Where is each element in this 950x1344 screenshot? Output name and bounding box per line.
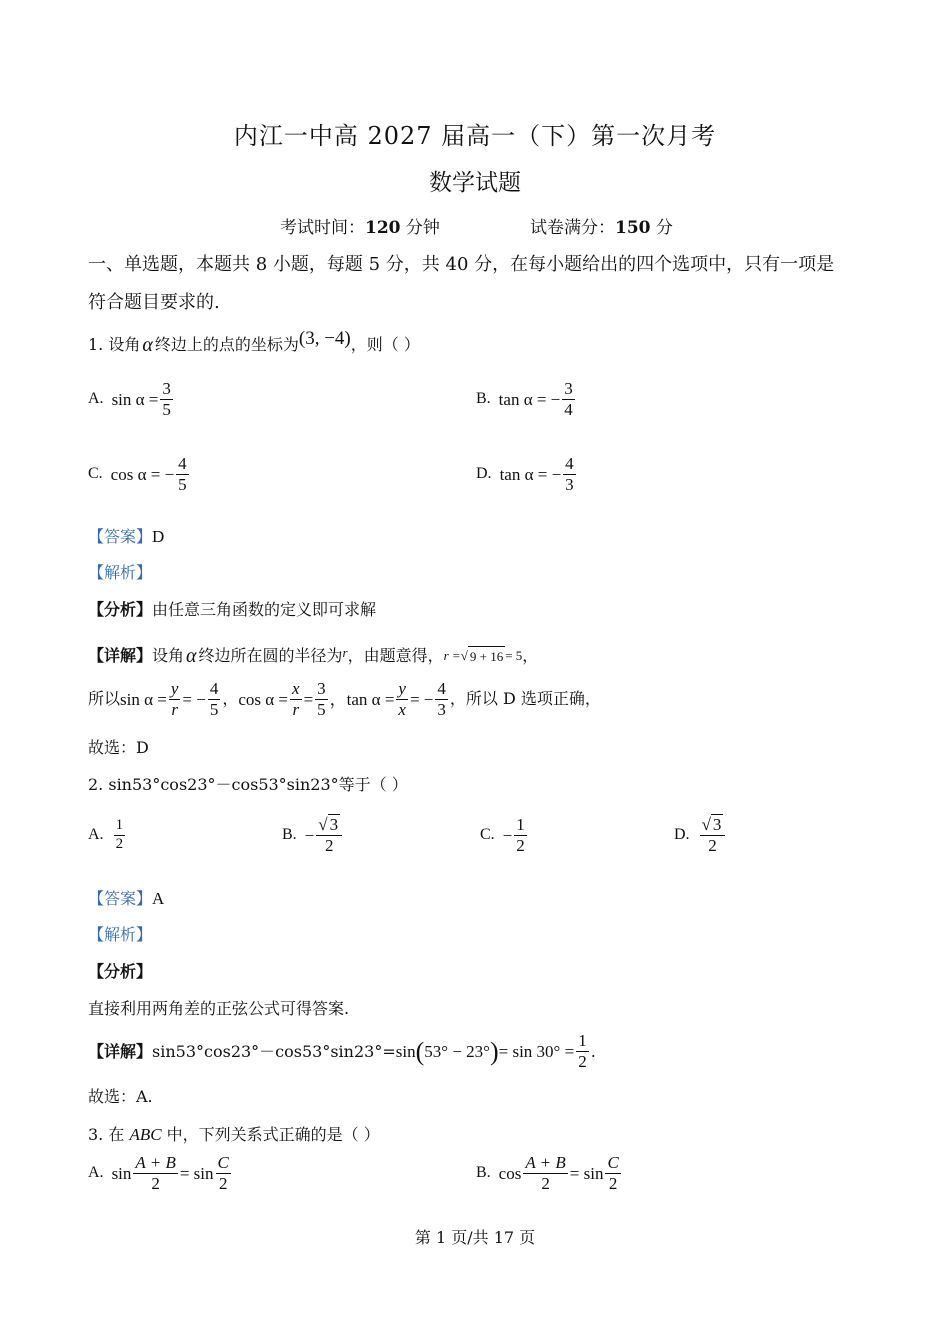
- page-number: 第 1 页/共 17 页: [414, 1228, 536, 1247]
- q1-option-c: C. cos α = − $\frac{4}{5}$: [88, 454, 187, 494]
- q1-option-a: A. sin α = $\frac{3}{5}$: [88, 379, 171, 419]
- q2-fenxi-tag: 【分析】: [88, 962, 153, 981]
- q2-option-b: B. − $\frac{√ 3}{2}$: [282, 816, 344, 855]
- q1-stem: 1. 设角 α 终边上的点的坐标为 (3, −4) ，则（ ）: [88, 327, 420, 356]
- q1-detail: 【详解】 设角 α 终边所在圆的半径为 r ，由题意得， r = √ 9 + 16 = 5 ，: [88, 645, 539, 667]
- q1-choice: 故选：D: [88, 738, 149, 757]
- exam-time: 考试时间：120 分钟: [280, 218, 440, 238]
- q2-option-a: A. $\frac{1}{2}$: [88, 817, 124, 852]
- q2-fenxi: 直接利用两角差的正弦公式可得答案.: [88, 999, 350, 1018]
- q2-option-d: D. $\frac{√ 3}{2}$: [674, 816, 727, 855]
- q1-derivation: 所以 sin α = $\frac{y}{r}$ = − $\frac{4}{5}$ ， cos α = $\frac{x}{r}$ = $\frac{3}{5}$ ，tan α = $\frac{y}{x}$ = − $\frac{4}{3}$ ，所以 D 选项正确，: [88, 679, 601, 719]
- q2-stem: 2. sin53°cos23°－cos53°sin23°等于（ ）: [88, 775, 408, 794]
- q3-stem: 3. 在 ABC 中，下列关系式正确的是（ ）: [88, 1125, 380, 1144]
- exam-full-score: 试卷满分：150 分: [530, 218, 673, 238]
- exam-title: 内江一中高 2027 届高一（下）第一次月考: [233, 122, 717, 150]
- q1-option-b: B. tan α = − $\frac{3}{4}$: [476, 379, 573, 419]
- q1-answer: 【答案】D: [88, 527, 165, 546]
- q2-choice: 故选：A.: [88, 1087, 153, 1106]
- exam-subtitle: 数学试题: [429, 170, 521, 196]
- q1-analysis-tag: 【解析】: [88, 563, 153, 582]
- section-instructions-line2: 符合题目要求的.: [88, 292, 220, 313]
- q3-option-b: B. cos $\frac{A + B}{2}$ = sin $\frac{C}{2}$: [476, 1153, 619, 1193]
- q3-option-a: A. sin $\frac{A + B}{2}$ = sin $\frac{C}{2}$: [88, 1153, 229, 1193]
- section-instructions-line1: 一、单选题，本题共 8 小题，每题 5 分，共 40 分，在每小题给出的四个选项中，只有一项是: [88, 254, 835, 275]
- q2-answer: 【答案】A: [88, 889, 165, 908]
- q2-detail: 【详解】 sin53°cos23°－cos53°sin23°= sin ( 53° − 23° ) = sin 30° = $\frac{1}{2}$ .: [88, 1031, 596, 1071]
- q1-option-d: D. tan α = − $\frac{4}{3}$: [476, 454, 574, 494]
- q2-option-c: C. − $\frac{1}{2}$: [480, 815, 525, 855]
- q1-fenxi: 【分析】由任意三角函数的定义即可求解: [88, 600, 377, 619]
- q2-analysis-tag: 【解析】: [88, 925, 153, 944]
